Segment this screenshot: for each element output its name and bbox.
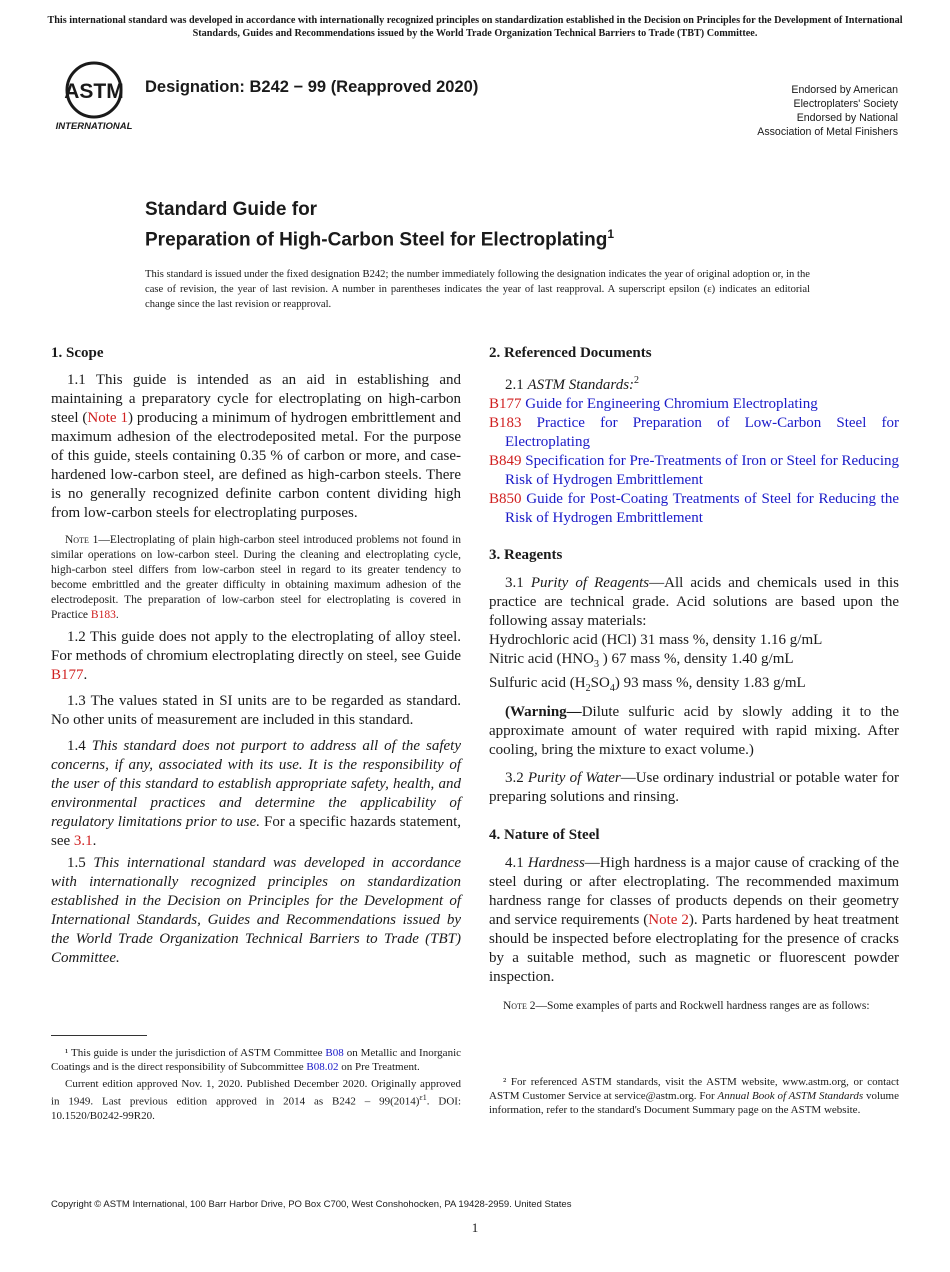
reference-item[interactable] (489, 490, 899, 528)
footnote-rule (51, 1035, 147, 1036)
note-2-link[interactable]: Note 2 (648, 912, 689, 928)
text: —All acids and chemicals used in this practice are technical grade. Acid solutions are based upon the following assay materials: (489, 575, 900, 629)
right-column (489, 344, 899, 1014)
text: SO (590, 675, 610, 691)
document-title (145, 198, 614, 252)
reference-code[interactable]: B849 (489, 453, 522, 469)
text: on Metallic and Inorganic Coatings and is the direct responsibility of Subcommittee (51, 1047, 462, 1073)
b08-link[interactable]: B08 (325, 1047, 344, 1059)
section-3-1-link[interactable]: 3.1 (73, 833, 93, 849)
section-heading-scope: 1. Scope (51, 345, 104, 361)
footnote-2 (489, 1075, 899, 1117)
b08-02-link[interactable]: B08.02 (306, 1061, 339, 1073)
note-1-link[interactable]: Note 1 (87, 410, 128, 426)
reference-title[interactable]: Guide for Engineering Chromium Electroplating (521, 396, 818, 412)
reference-title[interactable]: Guide for Post-Coating Treatments of Steel for Reducing the Risk of Hydrogen Embrittlement (505, 491, 899, 526)
text: . (83, 667, 88, 683)
note-label: Note (503, 1000, 527, 1012)
epsilon-sup: ε1 (419, 1093, 427, 1102)
text: For a specific hazards statement, see (51, 814, 462, 849)
text: 1—Electroplating of plain high-carbon steel introduced problems not found in similar operations on low-carbon steel. During the cleaning and electroplating cycle, high-carbon steel differs from low-carbon steel in regard to its greater tendency to become embrittled and the greater difficulty in obtaining maximum adhesion of the electrodeposit. The preparation of low-carbon steel for electroplating is covered in Practice (51, 534, 461, 621)
text: Sulfuric acid (H (489, 675, 586, 691)
warning-label: (Warning— (505, 704, 582, 720)
text: volume information, refer to the standard's Document Summary page on the ASTM website. (489, 1090, 899, 1116)
warning (489, 703, 899, 760)
text: Annual Book of ASTM Standards (717, 1090, 864, 1102)
text: . (115, 609, 119, 621)
text: 2—Some examples of parts and Rockwell hardness ranges are as follows: (526, 1000, 870, 1012)
safety-text: This standard does not purport to address all of the safety concerns, if any, associated with its use. It is the responsibility of the user of this standard to establish appropriate safety, health, and environmental practices and determine the applicability of regulatory limitations prior to use. (51, 738, 462, 830)
logo-subtext: INTERNATIONAL (55, 121, 133, 132)
text: —Use ordinary industrial or potable water for preparing solutions and rinsing. (489, 770, 899, 805)
footnote-1-jurisdiction (51, 1046, 461, 1074)
reference-code[interactable]: B183 (489, 415, 522, 431)
footnote-1-edition (51, 1077, 461, 1123)
text: ASTM Standards: (527, 377, 635, 393)
text: . DOI: 10.1520/B0242-99R20. (51, 1095, 461, 1122)
subscript: 4 (609, 683, 615, 694)
page-number: 1 (471, 1220, 479, 1235)
text: 3.1 (505, 575, 531, 591)
text: ) 67 mass %, density 1.40 g/mL (598, 651, 794, 667)
scope-1-2 (51, 628, 461, 685)
reference-title[interactable]: Specification for Pre-Treatments of Iron or Steel for Reducing Risk of Hydrogen Embrittlement (505, 453, 899, 488)
footnote-marker: 2 (634, 375, 640, 386)
assay-hcl: Hydrochloric acid (HCl) 31 mass %, density 1.16 g/mL (489, 632, 823, 648)
scope-1-5 (51, 854, 461, 968)
note-label: Note (65, 534, 89, 546)
astm-logo (52, 58, 136, 134)
text: 4.1 (505, 855, 528, 871)
preamble: This standard is issued under the fixed designation B242; the number immediately following the designation indicates the year of original adoption or, in the case of revision, the year of last revision. A number in parentheses indicates the year of last reapproval. A superscript epsilon (ε) indicates an editorial change since the last revision or reapproval. (145, 269, 810, 310)
reagents-3-1 (489, 574, 899, 631)
text: ¹ This guide is under the jurisdiction of ASTM Committee (65, 1047, 326, 1059)
text: 2.1 (505, 377, 528, 393)
section-heading-reagents: 3. Reagents (489, 547, 563, 563)
text: —High hardness is a major cause of cracking of the steel during or after electroplating. The recommended maximum hardness range for classes of products depends on their geometry and service requirements ( (489, 855, 899, 928)
text: 3.2 (505, 770, 528, 786)
top-notice: This international standard was developed in accordance with internationally recognized principles on standardization established in the Decision on Principles for the Development of International Standards, Guides and Recommendations issued by the World Trade Organization Technical Barriers to Trade (TBT) Committee. (47, 15, 903, 39)
endorsement-line: Association of Metal Finishers (757, 126, 898, 138)
text: . (92, 833, 97, 849)
text: Current edition approved Nov. 1, 2020. Published December 2020. Originally approved in 1949. Last previous edition approved in 2014 as B242 – 99(2014) (51, 1078, 461, 1108)
astm-logo-icon (52, 58, 136, 134)
text: Hardness (527, 855, 585, 871)
text: Dilute sulfuric acid by slowly adding it to the approximate amount of water required with rapid mixing. After cooling, bring the mixture to exact volume.) (489, 704, 899, 758)
footnote-1 (51, 1046, 461, 1123)
reference-title[interactable]: Practice for Preparation of Low-Carbon Steel for Electroplating (505, 415, 899, 450)
text: 1.1 This guide is intended as an aid in establishing and maintaining a preparatory cycle for electroplating on high-carbon steel ( (51, 372, 461, 426)
astm-standards-subheading (489, 371, 899, 395)
scope-1-4 (51, 737, 461, 851)
text: 1.4 (67, 738, 92, 754)
endorsement (757, 83, 898, 139)
left-column (51, 344, 461, 968)
subscript: 2 (585, 683, 591, 694)
note-2 (489, 999, 899, 1014)
assay-hno3 (489, 650, 899, 674)
reference-code[interactable]: B177 (489, 396, 522, 412)
footnote-2-text (489, 1075, 899, 1117)
title-line1: Standard Guide for (145, 199, 318, 220)
subscript: 3 (593, 659, 599, 670)
reference-item[interactable] (489, 395, 899, 414)
text: ). Parts hardened by heat treatment should be inspected before electroplating for the presence of cracks by a suitable method, such as magnetic or fluorescent powder inspection. (489, 912, 899, 985)
steel-4-1 (489, 854, 899, 987)
title-line2: Preparation of High-Carbon Steel for Electroplating (145, 229, 608, 251)
text: Purity of Reagents (530, 575, 650, 591)
endorsement-line: Endorsed by National (796, 112, 898, 124)
reference-item[interactable] (489, 452, 899, 490)
assay-h2so4 (489, 674, 899, 698)
text: ² For referenced ASTM standards, visit the ASTM website, www.astm.org, or contact ASTM Customer Service at service@astm.org. For (489, 1076, 899, 1102)
logo-text: ASTM (64, 80, 124, 103)
copyright: Copyright © ASTM International, 100 Barr Harbor Drive, PO Box C700, West Conshohocken, PA 19428-2959. United States (51, 1199, 572, 1210)
endorsement-line: Electroplaters' Society (793, 98, 898, 110)
text: Nitric acid (HNO (489, 651, 594, 667)
text: ) producing a minimum of hydrogen embrittlement and maximum adhesion of the electrodeposited metal. For the purpose of this guide, steels containing 0.35 % of carbon or more, and case-hardened low-carbon steel, are defined as high-carbon steels. There is no generally recognized definite carbon content dividing high from low-carbon steels for electroplating purposes. (51, 410, 461, 521)
reference-item[interactable] (489, 414, 899, 452)
text: 1.2 This guide does not apply to the electroplating of alloy steel. For methods of chromium electroplating directly on steel, see Guide (51, 629, 461, 664)
endorsement-line: Endorsed by American (791, 84, 898, 96)
text: on Pre Treatment. (338, 1061, 420, 1073)
section-heading-referenced-documents: 2. Referenced Documents (489, 345, 652, 361)
text: 1.5 (67, 855, 94, 871)
reference-code[interactable]: B850 (489, 491, 522, 507)
title-footnote-marker: 1 (607, 227, 615, 241)
text: Purity of Water (527, 770, 621, 786)
note-1 (51, 533, 461, 623)
section-heading-nature-of-steel: 4. Nature of Steel (489, 827, 600, 843)
text: ) 93 mass %, density 1.83 g/mL (614, 675, 806, 691)
b177-link[interactable]: B177 (51, 667, 84, 683)
reagents-3-2 (489, 769, 899, 807)
tbt-text: This international standard was developed in accordance with internationally recognized principles on standardization established in the Decision on Principles for the Development of International Standards, Guides and Recommendations issued by the World Trade Organization Technical Barriers to Trade (TBT) Committee. (51, 855, 462, 966)
designation: Designation: B242 − 99 (Reapproved 2020) (145, 78, 479, 96)
scope-1-3: 1.3 The values stated in SI units are to be regarded as standard. No other units of measurement are included in this standard. (51, 693, 461, 728)
b183-link[interactable]: B183 (90, 609, 116, 621)
scope-1-1 (51, 371, 461, 523)
